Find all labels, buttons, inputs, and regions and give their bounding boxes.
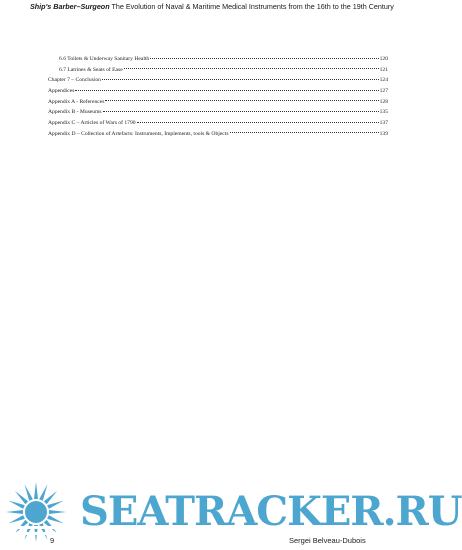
toc-entry-page: 135: [379, 109, 388, 116]
toc-entry-label: Appendix C – Articles of Wars of 1790: [48, 120, 136, 127]
running-header: [30, 2, 410, 11]
toc-entry-page: 139: [379, 130, 388, 137]
toc-entry[interactable]: [48, 65, 388, 76]
toc-leader: [105, 100, 378, 101]
toc-entry-label: Appendices: [48, 88, 75, 95]
toc-entry-page: 124: [379, 77, 388, 84]
toc-entry[interactable]: [48, 75, 388, 86]
page-number: 9: [50, 536, 55, 545]
header-title-rest: The Evolution of Naval & Maritime Medical Instruments from the 16th to the 19th Century: [109, 2, 394, 11]
toc-entry[interactable]: [48, 97, 388, 108]
toc-leader: [137, 122, 379, 123]
watermark-text: SEATRACKER.RU: [80, 488, 462, 535]
toc-entry-page: 127: [379, 88, 388, 95]
toc-entry[interactable]: [48, 129, 388, 140]
toc-entry-label: Appendix D – Collection of Artefacts: Instruments, Implements, tools & Objects: [48, 130, 229, 137]
toc-entry-page: 128: [379, 98, 388, 105]
toc-leader: [103, 111, 379, 112]
toc-leader: [230, 132, 379, 133]
toc-entry-label: 6.7 Latrines & Seats of Ease: [59, 66, 123, 73]
toc-leader: [102, 79, 379, 80]
toc-entry[interactable]: [48, 86, 388, 97]
header-title-italic: Ship's Barber–Surgeon: [30, 2, 110, 11]
toc-entry-label: Appendix A - References: [48, 98, 105, 105]
toc-leader: [150, 58, 378, 59]
toc-leader: [75, 90, 378, 91]
toc-entry-label: 6.6 Toilets & Underway Sanitary Health: [59, 56, 150, 62]
table-of-contents: [48, 54, 388, 140]
toc-entry[interactable]: [48, 54, 388, 65]
toc-entry-label: Chapter 7 – Conclusion: [48, 77, 101, 84]
toc-entry-page: 120: [379, 56, 388, 62]
toc-entry-label: Appendix B - Museums: [48, 109, 102, 116]
toc-entry-page: 137: [379, 120, 388, 127]
toc-entry[interactable]: [48, 118, 388, 129]
toc-leader: [124, 68, 379, 69]
toc-entry[interactable]: [48, 107, 388, 118]
footer-author: Sergei Belveau-Dubois: [289, 536, 366, 545]
toc-entry-page: 121: [379, 66, 388, 73]
